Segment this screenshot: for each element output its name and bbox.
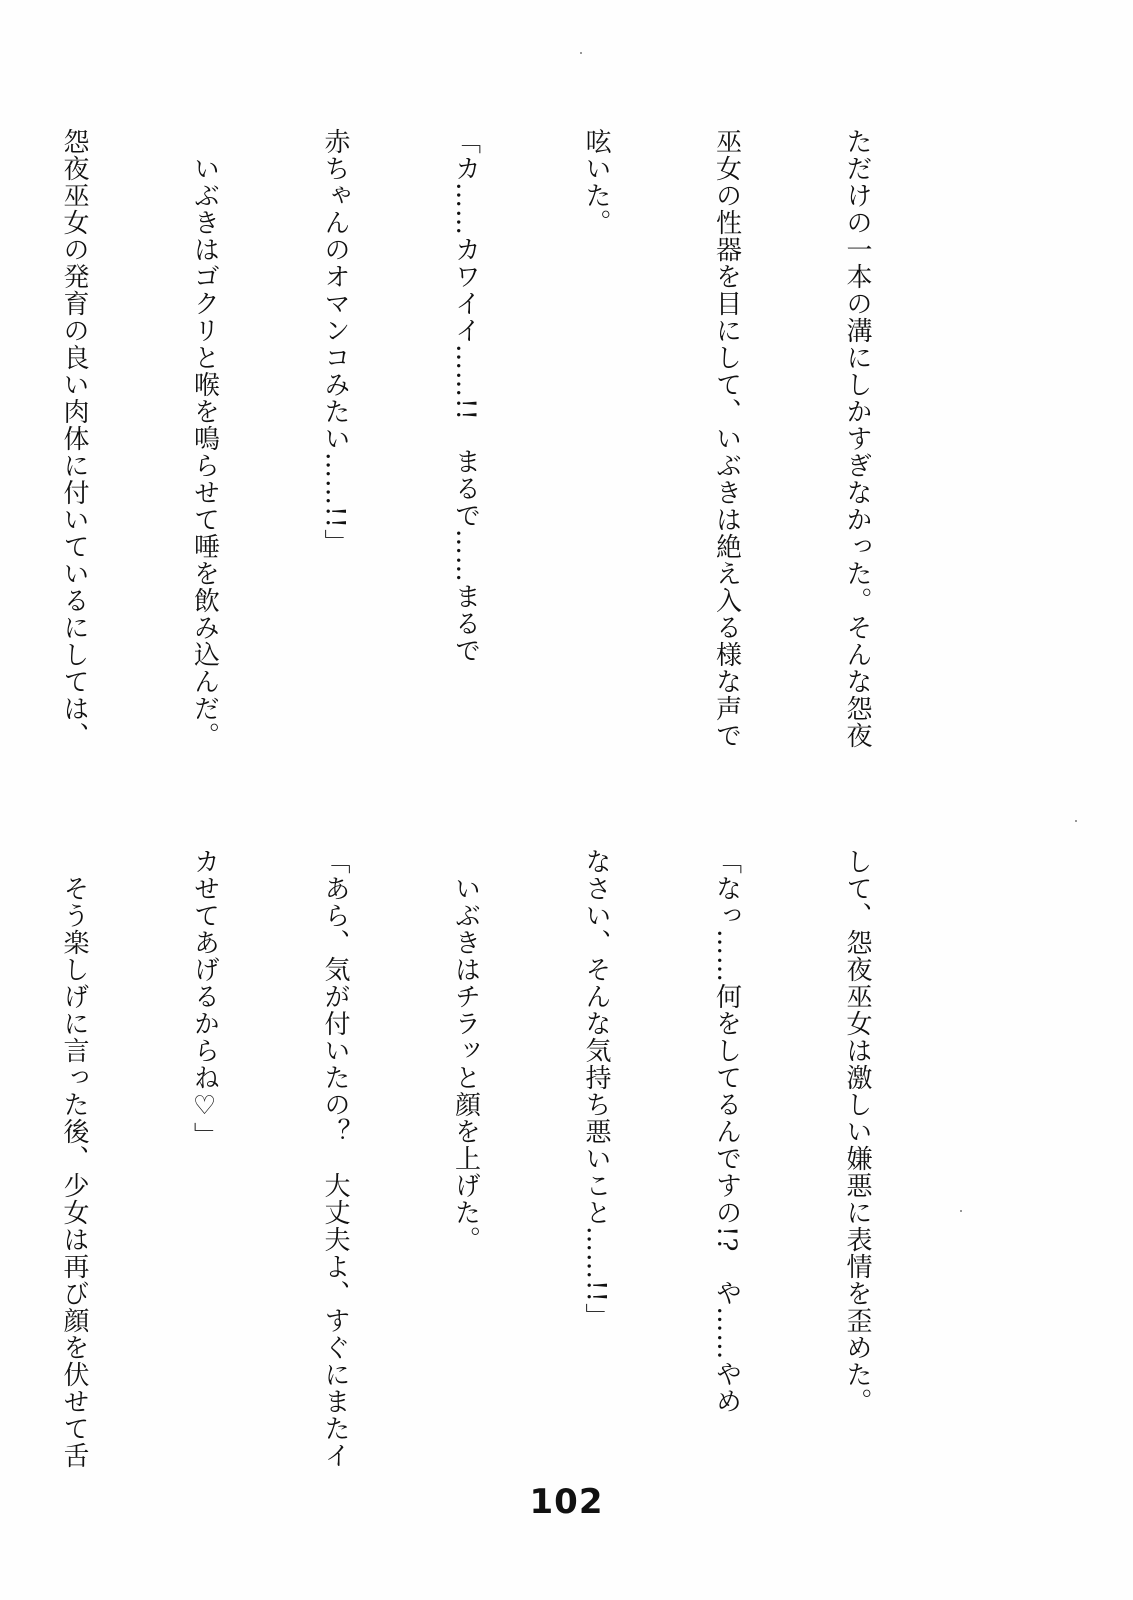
- text-line: 赤ちゃんのオマンコみたい……!!」: [320, 128, 350, 556]
- text-line: 「カ……カワイイ……!! まるで……まるで: [450, 128, 481, 664]
- text-line: ただけの一本の溝にしかすぎなかった。そんな怨夜: [842, 128, 872, 749]
- scan-speck: [580, 52, 582, 54]
- text-line: そう楽しげに言った後、少女は再び顔を伏せて舌: [59, 848, 89, 1469]
- scan-speck: [1075, 820, 1077, 822]
- page-number: 102: [529, 1482, 604, 1522]
- text-line: いぶきはチラッと顔を上げた。: [450, 848, 481, 1253]
- text-line: 「あら、気が付いたの？ 大丈夫よ、すぐにまたイ: [320, 848, 350, 1469]
- scan-speck: [960, 1210, 962, 1212]
- text-line: 巫女の性器を目にして、いぶきは絶え入る様な声で: [711, 128, 742, 749]
- text-line: いぶきはゴクリと喉を鳴らせて唾を飲み込んだ。: [189, 128, 220, 749]
- text-line: して、怨夜巫女は激しい嫌悪に表情を歪めた。: [842, 848, 872, 1415]
- text-block-top: [0, 128, 965, 778]
- text-block-bottom: [0, 848, 965, 1498]
- text-line: 怨夜巫女の発育の良い肉体に付いているにしては、: [59, 128, 89, 749]
- text-line: 呟いた。: [581, 128, 611, 236]
- text-line: なさい、そんな気持ち悪いこと……!!」: [581, 848, 611, 1330]
- text-line: カせてあげるからね♡」: [189, 848, 220, 1149]
- text-line: 「なっ……何をしてるんですの!? や……やめ: [711, 848, 742, 1415]
